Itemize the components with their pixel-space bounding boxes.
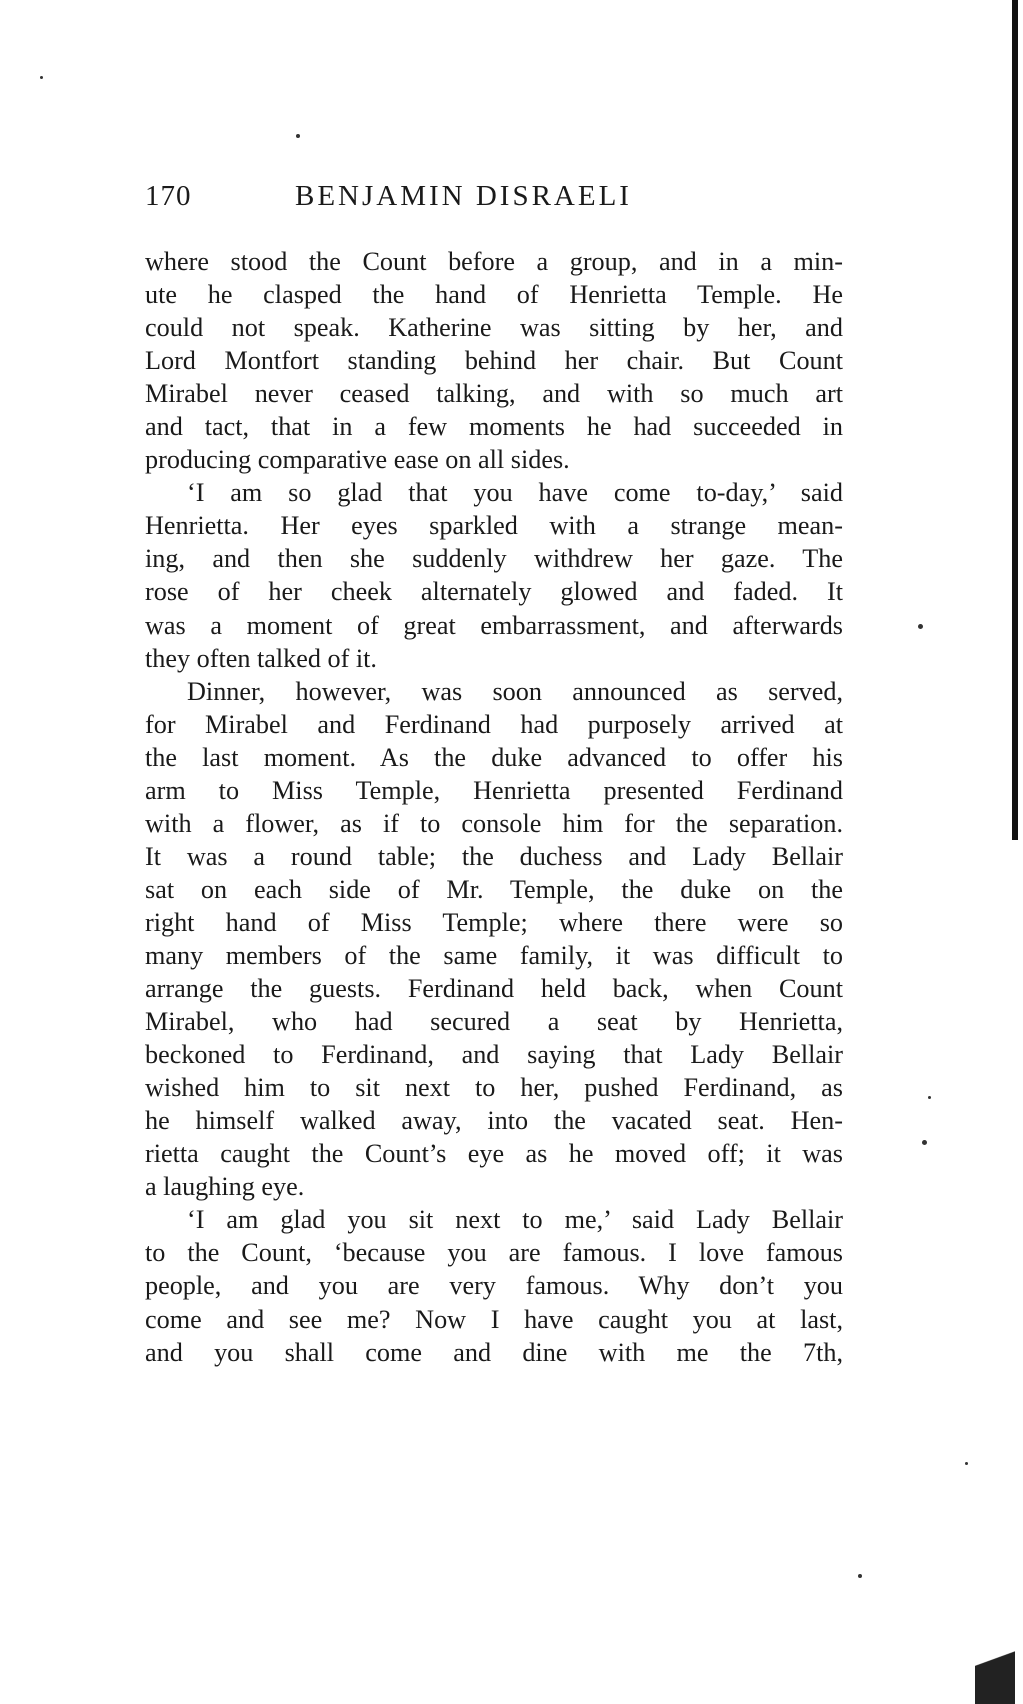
text-line: and you shall come and dine with me the 7th, (145, 1337, 843, 1367)
scan-speck (40, 76, 43, 79)
text-line: to the Count, ‘because you are famous. I love famous (145, 1238, 843, 1268)
text-line: Mirabel, who had secured a seat by Henrietta, (145, 1007, 843, 1037)
text-line: a laughing eye. (145, 1172, 305, 1202)
text-line: Mirabel never ceased talking, and with so much art (145, 379, 843, 409)
text-line: could not speak. Katherine was sitting by her, and (145, 313, 843, 343)
page-edge-shadow (1012, 0, 1018, 840)
text-line: right hand of Miss Temple; where there were so (145, 907, 843, 937)
text-line: and tact, that in a few moments he had succeeded in (145, 412, 843, 442)
text-line: rietta caught the Count’s eye as he moved off; it was (145, 1139, 843, 1169)
text-line: It was a round table; the duchess and Lady Bellair (145, 841, 843, 871)
page-number: 170 (145, 180, 192, 212)
running-head: BENJAMIN DISRAELI (295, 180, 632, 212)
text-line: Lord Montfort standing behind her chair. But Count (145, 346, 843, 376)
text-line: sat on each side of Mr. Temple, the duke on the (145, 874, 843, 904)
scan-speck (858, 1574, 862, 1578)
text-line: ing, and then she suddenly withdrew her gaze. The (145, 544, 843, 574)
text-line: with a flower, as if to console him for the separation. (145, 808, 843, 838)
text-line: Dinner, however, was soon announced as served, (187, 676, 843, 706)
text-line: arm to Miss Temple, Henrietta presented Ferdinand (145, 775, 843, 805)
text-line: come and see me? Now I have caught you at last, (145, 1304, 843, 1334)
text-line: producing comparative ease on all sides. (145, 445, 570, 475)
scan-speck (928, 1096, 931, 1099)
text-line: wished him to sit next to her, pushed Ferdinand, as (145, 1073, 843, 1103)
scan-speck (296, 134, 300, 138)
text-line: people, and you are very famous. Why don’t you (145, 1271, 843, 1301)
scan-speck (965, 1462, 968, 1465)
text-line: the last moment. As the duke advanced to offer his (145, 742, 843, 772)
scan-speck (918, 624, 923, 629)
scan-speck (922, 1140, 927, 1145)
text-line: ute he clasped the hand of Henrietta Temple. He (145, 280, 843, 310)
text-line: Henrietta. Her eyes sparkled with a strange mean- (145, 511, 843, 541)
text-line: for Mirabel and Ferdinand had purposely arrived at (145, 709, 843, 739)
text-line: they often talked of it. (145, 643, 377, 673)
body-text (145, 245, 843, 1369)
text-line: arrange the guests. Ferdinand held back, when Count (145, 974, 843, 1004)
page-header (145, 180, 845, 220)
text-line: he himself walked away, into the vacated seat. Hen- (145, 1106, 843, 1136)
text-line: beckoned to Ferdinand, and saying that Lady Bellair (145, 1040, 843, 1070)
text-line: was a moment of great embarrassment, and afterwards (145, 610, 843, 640)
text-line: ‘I am so glad that you have come to-day,’ said (187, 478, 843, 508)
text-line: many members of the same family, it was difficult to (145, 940, 843, 970)
text-line: ‘I am glad you sit next to me,’ said Lady Bellair (187, 1205, 843, 1235)
text-line: where stood the Count before a group, and in a min- (145, 247, 843, 276)
text-line: rose of her cheek alternately glowed and faded. It (145, 577, 843, 607)
page-corner-mark (975, 1630, 1015, 1704)
